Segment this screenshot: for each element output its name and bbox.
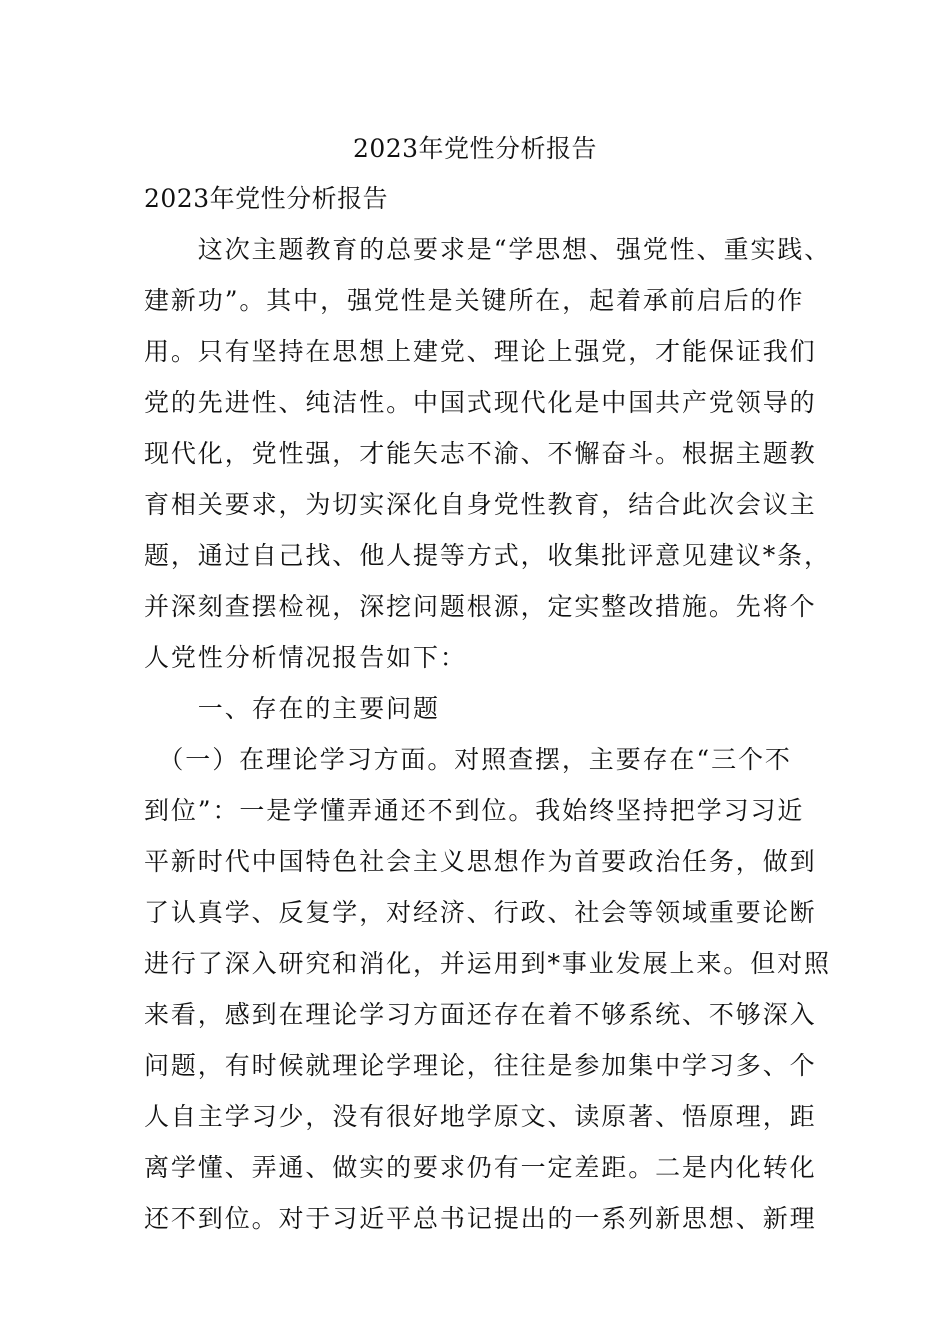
body-line: 人自主学习少，没有很好地学原文、读原著、悟原理，距 [144, 1102, 817, 1131]
body-line: 并深刻查摆检视，深挖问题根源，定实整改措施。先将个 [144, 592, 817, 621]
body-line: 到位”：一是学懂弄通还不到位。我始终坚持把学习习近 [144, 796, 805, 825]
body-line: 这次主题教育的总要求是“学思想、强党性、重实践、 [144, 235, 832, 264]
document-title: 2023年党性分析报告 [352, 134, 598, 163]
body-line: 问题，有时候就理论学理论，往往是参加集中学习多、个 [144, 1051, 817, 1080]
body-line: 用。只有坚持在思想上建党、理论上强党，才能保证我们 [144, 337, 817, 366]
body-line: 进行了深入研究和消化，并运用到*事业发展上来。但对照 [144, 949, 831, 978]
body-line: 党的先进性、纯洁性。中国式现代化是中国共产党领导的 [144, 388, 817, 417]
section-heading: 一、存在的主要问题 [144, 694, 440, 723]
body-line: 建新功”。其中，强党性是关键所在，起着承前启后的作 [144, 286, 805, 315]
body-line: 离学懂、弄通、做实的要求仍有一定差距。二是内化转化 [144, 1153, 817, 1182]
body-line: 育相关要求，为切实深化自身党性教育，结合此次会议主 [144, 490, 817, 519]
body-line: 现代化，党性强，才能矢志不渝、不懈奋斗。根据主题教 [144, 439, 817, 468]
body-line: 人党性分析情况报告如下： [144, 643, 467, 672]
body-line: 题，通过自己找、他人提等方式，收集批评意见建议*条， [144, 541, 831, 570]
body-line: （一）在理论学习方面。对照查摆，主要存在“三个不 [144, 745, 792, 774]
body-line: 来看，感到在理论学习方面还存在着不够系统、不够深入 [144, 1000, 817, 1029]
body-line: 还不到位。对于习近平总书记提出的一系列新思想、新理 [144, 1204, 817, 1233]
body-line: 平新时代中国特色社会主义思想作为首要政治任务，做到 [144, 847, 817, 876]
body-line: 了认真学、反复学，对经济、行政、社会等领域重要论断 [144, 898, 817, 927]
subtitle-line: 2023年党性分析报告 [144, 184, 389, 213]
